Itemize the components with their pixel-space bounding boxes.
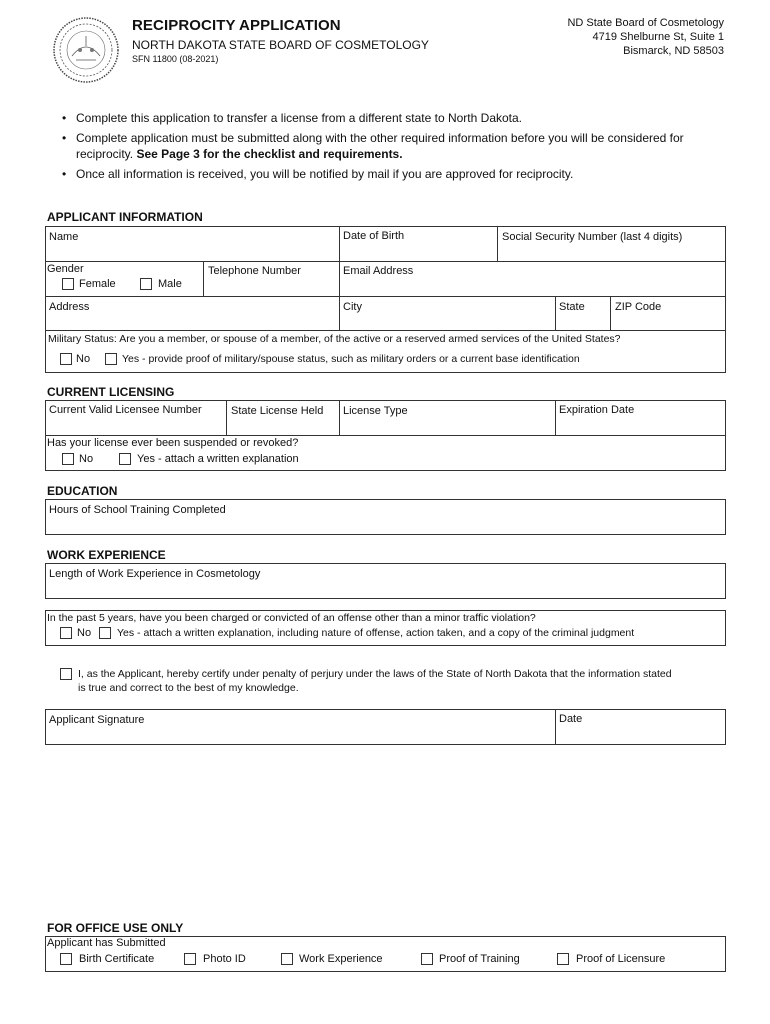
work-section-heading: WORK EXPERIENCE: [47, 548, 166, 562]
address-field[interactable]: Address: [49, 301, 90, 313]
board-address-line-3: Bismarck, ND 58503: [623, 45, 724, 57]
state-license-held-field[interactable]: State License Held: [231, 405, 324, 417]
offense-question: In the past 5 years, have you been charged or convicted of an offense other than a minor traffic violation?: [47, 612, 536, 624]
telephone-field[interactable]: Telephone Number: [208, 265, 301, 277]
date-of-birth-field[interactable]: Date of Birth: [343, 230, 405, 242]
birth-certificate-label: Birth Certificate: [79, 953, 155, 965]
photo-id-label: Photo ID: [203, 953, 246, 965]
license-type-field[interactable]: License Type: [343, 405, 408, 417]
offense-no-checkbox[interactable]: [60, 627, 72, 639]
work-experience-label: Work Experience: [299, 953, 383, 965]
offense-yes-checkbox[interactable]: [99, 627, 111, 639]
city-field[interactable]: City: [343, 301, 362, 313]
applicant-section-heading: APPLICANT INFORMATION: [47, 210, 203, 224]
board-address-line-2: 4719 Shelburne St, Suite 1: [592, 31, 724, 43]
male-checkbox[interactable]: [140, 278, 152, 290]
applicant-info-table: [45, 226, 726, 373]
offense-no-label: No: [77, 627, 92, 639]
email-field[interactable]: Email Address: [343, 265, 414, 277]
proof-licensure-checkbox[interactable]: [557, 953, 569, 965]
applicant-signature-field[interactable]: Applicant Signature: [49, 714, 145, 726]
military-status-question: Military Status: Are you a member, or spouse of a member, of the active or a reserved armed services of the United States?: [48, 333, 621, 345]
proof-training-checkbox[interactable]: [421, 953, 433, 965]
expiration-date-field[interactable]: Expiration Date: [559, 404, 635, 416]
certification-line-2: is true and correct to the best of my knowledge.: [78, 682, 299, 694]
suspended-yes-checkbox[interactable]: [119, 453, 131, 465]
training-hours-field[interactable]: Hours of School Training Completed: [49, 504, 226, 516]
female-label: Female: [79, 278, 116, 290]
education-section-heading: EDUCATION: [47, 484, 118, 498]
form-title: RECIPROCITY APPLICATION: [132, 17, 341, 34]
form-number: SFN 11800 (08-2021): [132, 54, 219, 64]
board-address-line-1: ND State Board of Cosmetology: [567, 17, 724, 29]
military-no-label: No: [76, 353, 91, 365]
licensee-number-field[interactable]: Current Valid Licensee Number: [49, 404, 202, 416]
instruction-item: • Complete application must be submitted along with the other required information before you will be considered for reciprocity. See Page 3 for the checklist and requirements.: [62, 130, 722, 162]
instruction-emphasis: See Page 3 for the checklist and requirements.: [136, 147, 403, 161]
suspended-question: Has your license ever been suspended or revoked?: [47, 437, 299, 449]
photo-id-checkbox[interactable]: [184, 953, 196, 965]
offense-yes-label: Yes - attach a written explanation, including nature of offense, action taken, and a copy of the criminal judgment: [117, 627, 635, 639]
military-yes-label: Yes - provide proof of military/spouse status, such as military orders or a current base identification: [122, 353, 580, 365]
signature-date-field[interactable]: Date: [559, 713, 583, 725]
zip-field[interactable]: ZIP Code: [615, 301, 662, 313]
suspended-no-checkbox[interactable]: [62, 453, 74, 465]
form-subtitle: NORTH DAKOTA STATE BOARD OF COSMETOLOGY: [132, 38, 429, 52]
applicant-submitted-label: Applicant has Submitted: [47, 937, 166, 949]
work-experience-checkbox[interactable]: [281, 953, 293, 965]
birth-certificate-checkbox[interactable]: [60, 953, 72, 965]
instruction-item: • Complete this application to transfer a license from a different state to North Dakota.: [62, 110, 722, 126]
military-no-checkbox[interactable]: [60, 353, 72, 365]
gender-label: Gender: [47, 263, 84, 275]
military-yes-checkbox[interactable]: [105, 353, 117, 365]
state-field[interactable]: State: [559, 301, 585, 313]
signature-table: [45, 709, 726, 745]
instructions-list: [62, 110, 722, 186]
male-label: Male: [158, 278, 182, 290]
suspended-yes-label: Yes - attach a written explanation: [137, 453, 299, 465]
state-seal-image: [52, 16, 120, 84]
office-use-heading: FOR OFFICE USE ONLY: [47, 921, 184, 935]
name-field[interactable]: Name: [49, 231, 79, 243]
licensing-section-heading: CURRENT LICENSING: [47, 385, 175, 399]
suspended-no-label: No: [79, 453, 94, 465]
certification-line-1: I, as the Applicant, hereby certify under penalty of perjury under the laws of the State of North Dakota that the information stated: [78, 668, 672, 680]
female-checkbox[interactable]: [62, 278, 74, 290]
certify-checkbox[interactable]: [60, 668, 72, 680]
proof-licensure-label: Proof of Licensure: [576, 953, 666, 965]
work-length-field[interactable]: Length of Work Experience in Cosmetology: [49, 568, 261, 580]
instruction-item: • Once all information is received, you will be notified by mail if you are approved for reciprocity.: [62, 166, 722, 182]
proof-training-label: Proof of Training: [439, 953, 520, 965]
ssn-field[interactable]: Social Security Number (last 4 digits): [502, 231, 683, 243]
